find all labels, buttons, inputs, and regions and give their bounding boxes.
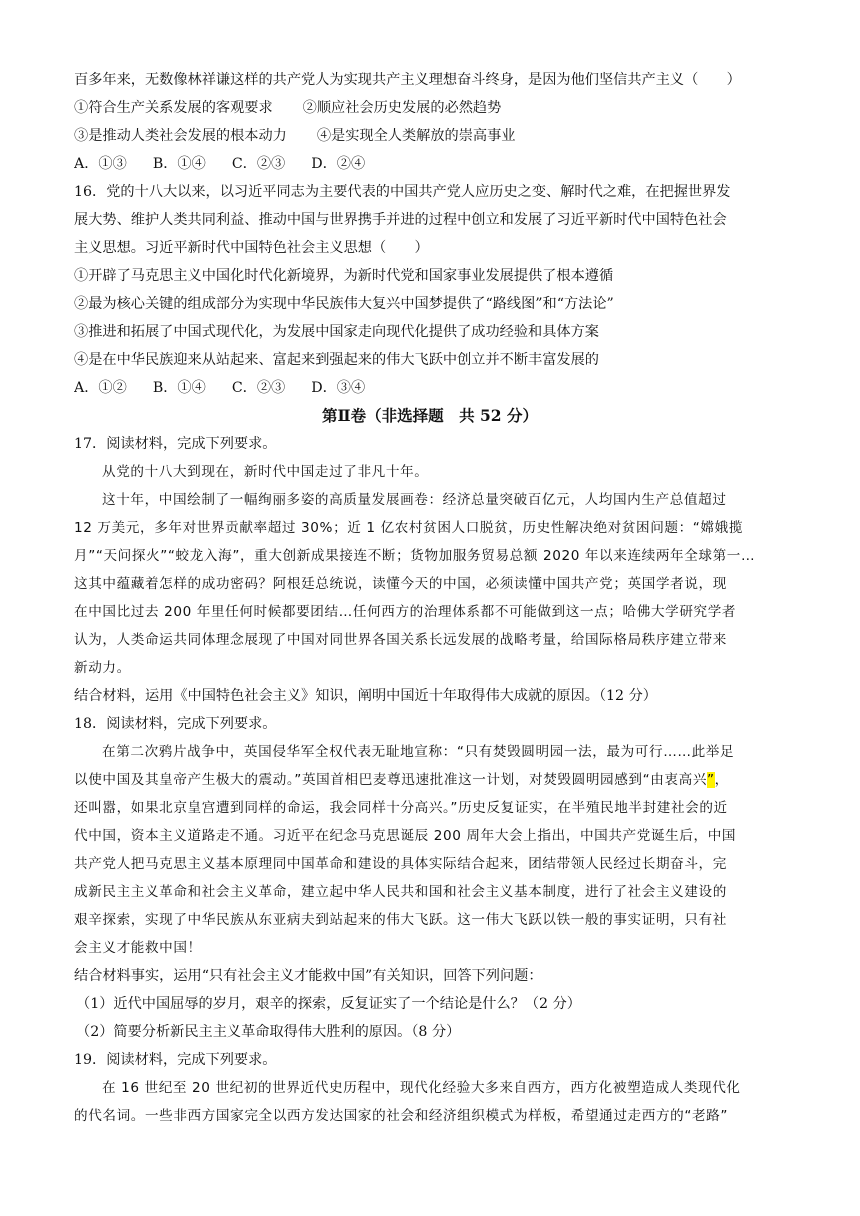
q15-stem: 百多年来，无数像林祥谦这样的共产党人为实现共产主义理想奋斗终身，是因为他们坚信共产主义（ ） — [74, 72, 741, 88]
q18-line2-comma: ， — [714, 772, 729, 788]
q17-material-line: 月”“天问探火”“蛟龙入海”，重大创新成果接连不断；货物加服务贸易总额 2020 年以来连续两年全球第一… — [74, 548, 756, 564]
exam-page — [74, 66, 786, 1130]
q18-material-line: 共产党人把马克思主义基本原理同中国革命和建设的具体实际结合起来，团结带领人民经过长期奋斗，完 — [74, 856, 727, 872]
q16-option-2: ②最为核心关键的组成部分为实现中华民族伟大复兴中国梦提供了“路线图”和“方法论” — [74, 296, 614, 312]
q17-head: 17．阅读材料，完成下列要求。 — [74, 436, 277, 452]
q16-stem-line1: 16．党的十八大以来，以习近平同志为主要代表的中国共产党人应历史之变、解时代之难，在把握世界发 — [74, 184, 731, 200]
q17-material-p1: 从党的十八大到现在，新时代中国走过了非凡十年。 — [102, 464, 429, 480]
q15-choices — [74, 150, 786, 178]
q18-task: 结合材料事实，运用“只有社会主义才能救中国”有关知识，回答下列问题： — [74, 968, 543, 984]
highlight-mark: ” — [707, 772, 715, 788]
q19-head: 19．阅读材料，完成下列要求。 — [74, 1052, 277, 1068]
q18-material-line — [74, 766, 786, 794]
q18-material-line: 成新民主主义革命和社会主义革命，建立起中华人民共和国和社会主义基本制度，进行了社会主义建设的 — [74, 884, 727, 900]
q16-choice-b: B．①④ — [152, 380, 206, 396]
q16-stem-line3: 主义思想。习近平新时代中国特色社会主义思想（ ） — [74, 240, 429, 256]
q16-choice-a: A．①② — [74, 380, 127, 396]
q17-task: 结合材料，运用《中国特色社会主义》知识，阐明中国近十年取得伟大成就的原因。（12 分） — [74, 688, 657, 704]
q15-choice-a: A．①③ — [74, 156, 127, 172]
q18-line2-text: 以使中国及其皇帝产生极大的震动。”英国首相巴麦尊迅速批准这一计划，对焚毁圆明园感到“由衷高兴 — [74, 772, 708, 788]
q16-option-1: ①开辟了马克思主义中国化时代化新境界，为新时代党和国家事业发展提供了根本遵循 — [74, 268, 614, 284]
q18-material-line: 还叫嚣，如果北京皇宫遭到同样的命运，我会同样十分高兴。”历史反复证实，在半殖民地半封建社会的近 — [74, 800, 728, 816]
q15-options-row2 — [74, 122, 786, 150]
section-title: 第Ⅱ卷（非选择题 共 52 分） — [322, 406, 538, 425]
q18-head: 18．阅读材料，完成下列要求。 — [74, 716, 277, 732]
q16-choice-d: D．③④ — [311, 380, 366, 396]
q16-option-3: ③推进和拓展了中国式现代化，为发展中国家走向现代化提供了成功经验和具体方案 — [74, 324, 599, 340]
q19-material-line: 的代名词。一些非西方国家完全以西方发达国家的社会和经济组织模式为样板，希望通过走西方的“老路” — [74, 1108, 728, 1124]
q18-material-line: 在第二次鸦片战争中，英国侵华军全权代表无耻地宣称：“只有焚毁圆明园一法，最为可行……此举足 — [102, 744, 735, 760]
q15-choice-d: D．②④ — [311, 156, 366, 172]
q15-option-2: ②顺应社会历史发展的必然趋势 — [302, 100, 502, 116]
q15-option-1: ①符合生产关系发展的客观要求 — [74, 100, 273, 116]
q15-option-4: ④是实现全人类解放的崇高事业 — [316, 128, 516, 144]
q16-stem-line2: 展大势、维护人类共同利益、推动中国与世界携手并进的过程中创立和发展了习近平新时代中国特色社会 — [74, 212, 727, 228]
q16-choice-c: C．②③ — [231, 380, 286, 396]
q15-option-3: ③是推动人类社会发展的根本动力 — [74, 128, 287, 144]
q15-choice-c: C．②③ — [231, 156, 286, 172]
q19-material-line: 在 16 世纪至 20 世纪初的世界近代史历程中，现代化经验大多来自西方，西方化被塑造成人类现代化 — [102, 1080, 741, 1096]
q16-option-4: ④是在中华民族迎来从站起来、富起来到强起来的伟大飞跃中创立并不断丰富发展的 — [74, 352, 599, 368]
q17-material-line: 在中国比过去 200 年里任何时候都要团结…任何西方的治理体系都不可能做到这一点；哈佛大学研究学者 — [74, 604, 737, 620]
q17-material-line: 认为，人类命运共同体理念展现了中国对同世界各国关系长远发展的战略考量，给国际格局秩序建立带来 — [74, 632, 727, 648]
q15-choice-b: B．①④ — [152, 156, 206, 172]
q18-subquestion-1: （1）近代中国屈辱的岁月，艰辛的探索，反复证实了一个结论是什么？（2 分） — [76, 996, 581, 1012]
q15-options-row1 — [74, 94, 786, 122]
q18-subquestion-2: （2）简要分析新民主主义革命取得伟大胜利的原因。（8 分） — [76, 1024, 461, 1040]
q17-material-line: 这其中蕴藏着怎样的成功密码？阿根廷总统说，读懂今天的中国，必须读懂中国共产党；英国学者说，现 — [74, 576, 727, 592]
q16-choices — [74, 374, 786, 402]
q18-material-line: 艰辛探索，实现了中华民族从东亚病夫到站起来的伟大飞跃。这一伟大飞跃以铁一般的事实证明，只有社 — [74, 912, 727, 928]
q17-material-line: 这十年，中国绘制了一幅绚丽多姿的高质量发展画卷：经济总量突破百亿元，人均国内生产总值超过 — [102, 492, 727, 508]
q17-material-line: 12 万美元，多年对世界贡献率超过 30%；近 1 亿农村贫困人口脱贫，历史性解决绝对贫困问题：“嫦娥揽 — [74, 520, 744, 536]
q18-material-line: 会主义才能救中国！ — [74, 940, 202, 956]
q17-material-line: 新动力。 — [74, 660, 131, 676]
q18-material-line: 代中国，资本主义道路走不通。习近平在纪念马克思诞辰 200 周年大会上指出，中国共产党诞生后，中国 — [74, 828, 737, 844]
